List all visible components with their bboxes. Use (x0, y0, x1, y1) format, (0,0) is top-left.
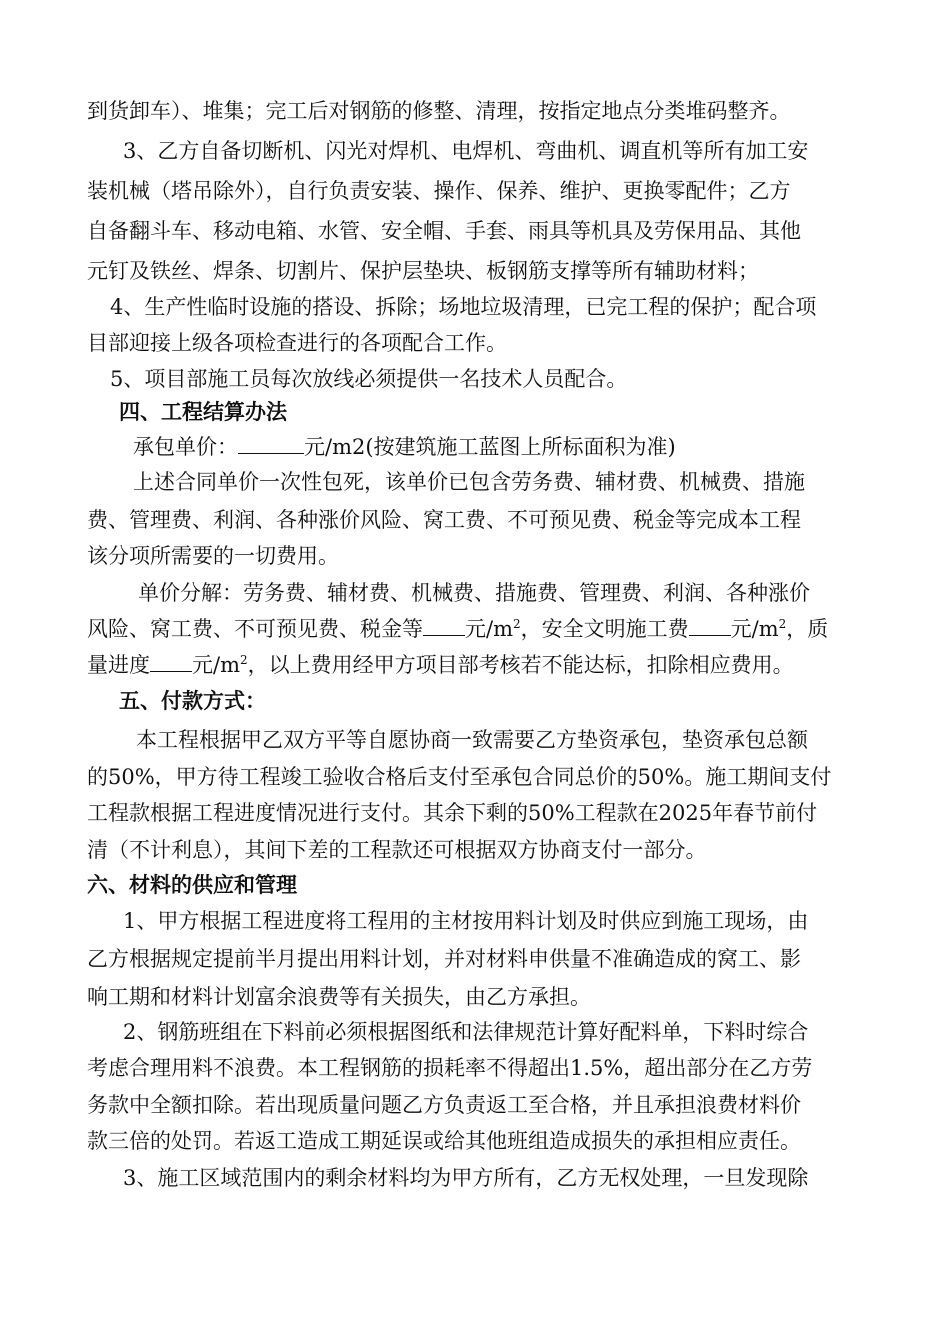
body-line: 工程款根据工程进度情况进行支付。其余下剩的50%工程款在2025年春节前付 (87, 801, 818, 825)
body-line: 5、项目部施工员每次放线必须提供一名技术人员配合。 (110, 367, 628, 391)
body-line: 3、施工区域范围内的剩余材料均为甲方所有，乙方无权处理，一旦发现除 (123, 1166, 809, 1190)
body-line: 4、生产性临时设施的搭设、拆除；场地垃圾清理，已完工程的保护；配合项 (110, 295, 817, 319)
body-line: 到货卸车）、堆集；完工后对钢筋的修整、清理，按指定地点分类堆码整齐。 (87, 99, 791, 123)
fill-in-blank (238, 435, 304, 454)
body-line: 1、甲方根据工程进度将工程用的主材按用料计划及时供应到施工现场，由 (123, 909, 809, 933)
superscript: 2 (778, 617, 787, 631)
section-heading: 六、材料的供应和管理 (87, 873, 297, 897)
body-line: 自备翻斗车、移动电箱、水管、安全帽、手套、雨具等机具及劳保用品、其他 (87, 219, 801, 243)
fill-in-blank (689, 617, 731, 636)
body-line: 本工程根据甲乙双方平等自愿协商一致需要乙方垫资承包，垫资承包总额 (136, 728, 808, 752)
body-line: 考虑合理用料不浪费。本工程钢筋的损耗率不得超出1.5%，超出部分在乙方劳 (87, 1056, 813, 1080)
unit-price-line (133, 432, 676, 462)
breakdown-text: 量进度 (87, 653, 150, 677)
breakdown-text: 风险、窝工费、不可预见费、税金等 (87, 617, 423, 641)
body-line: 元钉及铁丝、焊条、切割片、保护层垫块、板钢筋支撑等所有辅助材料； (87, 259, 759, 283)
body-line: 装机械（塔吊除外），自行负责安装、操作、保养、维护、更换零配件；乙方 (87, 179, 791, 203)
body-line: 乙方根据规定提前半月提出用料计划，并对材料申供量不准确造成的窝工、影 (87, 947, 801, 971)
body-line: 单价分解：劳务费、辅材费、机械费、措施费、管理费、利润、各种涨价 (138, 581, 810, 605)
section-heading: 四、工程结算办法 (119, 400, 287, 424)
body-line: 务款中全额扣除。若出现质量问题乙方负责返工至合格，并且承担浪费材料价 (87, 1093, 801, 1117)
breakdown-text: ，质 (786, 617, 829, 641)
unit-text: 元/m (192, 653, 240, 677)
fill-in-blank (150, 653, 192, 672)
body-line: 3、乙方自备切断机、闪光对焊机、电焊机、弯曲机、调直机等所有加工安 (123, 139, 809, 163)
body-line: 款三倍的处罚。若返工造成工期延误或给其他班组造成损失的承担相应责任。 (87, 1129, 801, 1153)
body-line: 费、管理费、利润、各种涨价风险、窝工费、不可预见费、税金等完成本工程 (87, 508, 801, 532)
body-line: 上述合同单价一次性包死，该单价已包含劳务费、辅材费、机械费、措施 (133, 470, 805, 494)
section-heading: 五、付款方式： (119, 689, 266, 713)
breakdown-text: ，以上费用经甲方项目部考核若不能达标，扣除相应费用。 (247, 653, 794, 677)
unit-text: 元/m (730, 617, 779, 641)
fill-in-blank (423, 617, 465, 636)
body-line: 的50%，甲方待工程竣工验收合格后支付至承包合同总价的50%。施工期间支付 (87, 765, 832, 789)
body-line: 目部迎接上级各项检查进行的各项配合工作。 (87, 331, 507, 355)
unit-price-suffix: 元/m2(按建筑施工蓝图上所标面积为准) (304, 435, 676, 459)
body-line: 清（不计利息），其间下差的工程款还可根据双方协商支付一部分。 (87, 838, 707, 862)
breakdown-line (87, 614, 828, 644)
unit-text: 元/m (465, 617, 513, 641)
breakdown-text: ，安全文明施工费 (520, 617, 689, 641)
body-line: 2、钢筋班组在下料前必须根据图纸和法律规范计算好配料单，下料时综合 (123, 1020, 809, 1044)
superscript: 2 (513, 617, 521, 631)
breakdown-line (87, 650, 794, 680)
unit-price-label: 承包单价： (133, 435, 238, 459)
body-line: 该分项所需要的一切费用。 (87, 544, 339, 568)
superscript: 2 (240, 653, 248, 667)
body-line: 响工期和材料计划富余浪费等有关损失，由乙方承担。 (87, 985, 591, 1009)
